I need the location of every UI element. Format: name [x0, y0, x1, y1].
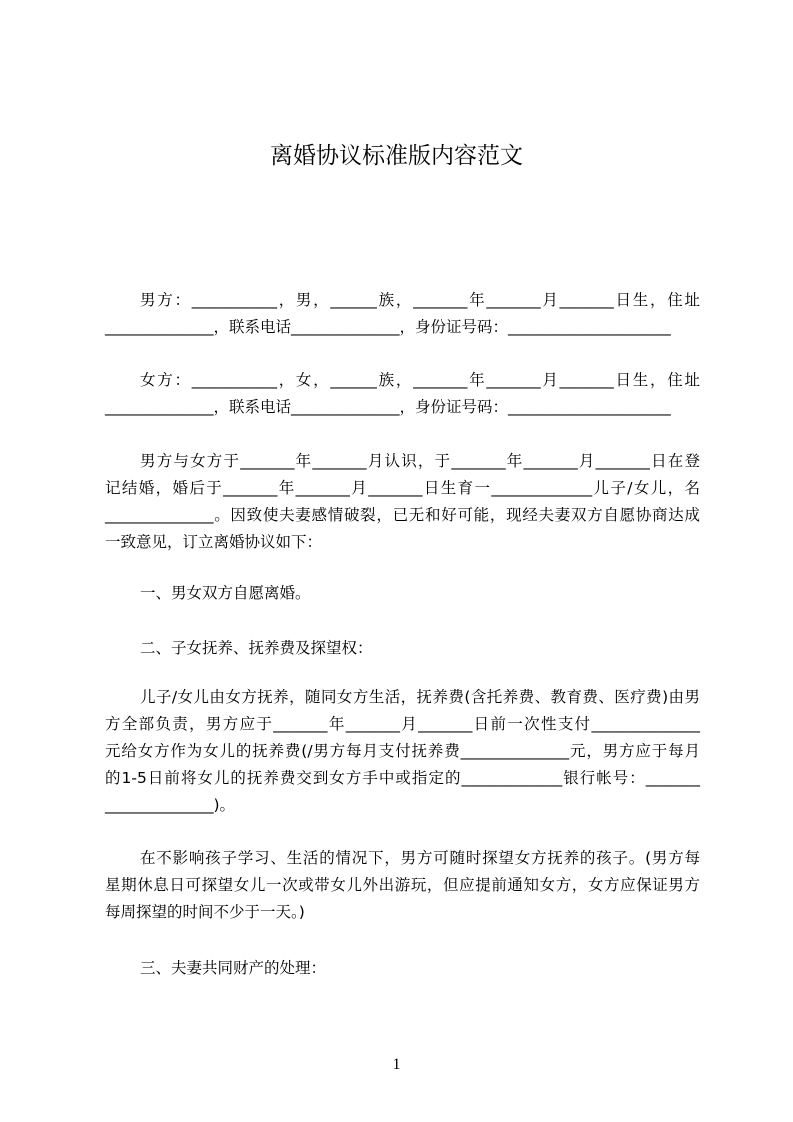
wife-info-line: ______________，联系电话______________，身份证号码：_____________________: [105, 398, 671, 416]
husband-info-line: ______________，联系电话______________，身份证号码：_____________________: [105, 318, 671, 336]
clause-3-paragraph: [105, 955, 700, 982]
visitation-line: 每周探望的时间不少于一天。): [105, 903, 305, 921]
custody-line: 元给女方作为女儿的抚养费(/男方每月支付抚养费______________元，男方应于每月: [105, 742, 700, 760]
clause-2-paragraph: [105, 635, 700, 662]
marriage-background-line: 男方与女方于_______年_______月认识，于_______年_______月_______日在登: [140, 452, 700, 470]
custody-line: 方全部负责，男方应于_______年_______月_______日前一次性支付______________: [105, 715, 700, 733]
custody-line: 的1-5日前将女儿的抚养费交到女方手中或指定的_____________银行帐号：_______: [105, 769, 700, 787]
marriage-background-line: 一致意见，订立离婚协议如下：: [105, 533, 323, 551]
custody-paragraph: [105, 684, 700, 819]
marriage-background-line: ______________。因致使夫妻感情破裂，已无和好可能，现经夫妻双方自愿协商达成: [105, 506, 700, 524]
husband-info-line: 男方：___________，男，______族，_______年_______月_______日生，住址: [140, 291, 700, 309]
wife-info-line: 女方：___________，女，______族，_______年_______月_______日生，住址: [140, 371, 700, 389]
visitation-paragraph: [105, 845, 700, 926]
marriage-background-line: 记结婚，婚后于_______年_______月_______日生育一_____________儿子/女儿，名: [105, 479, 700, 497]
marriage-background-paragraph: [105, 448, 700, 556]
clause-2-heading: 二、子女抚养、抚养费及探望权：: [140, 639, 373, 657]
husband-info-paragraph: [105, 287, 700, 341]
visitation-line: 星期休息日可探望女儿一次或带女儿外出游玩，但应提前通知女方，女方应保证男方: [105, 876, 700, 894]
page-number: 1: [392, 1056, 401, 1073]
clause-1-paragraph: [105, 580, 700, 607]
wife-info-paragraph: [105, 367, 700, 421]
document-title: 离婚协议标准版内容范文: [270, 143, 523, 169]
custody-line: ______________)。: [105, 796, 236, 814]
clause-3-heading: 三、夫妻共同财产的处理：: [140, 959, 327, 977]
custody-line: 儿子/女儿由女方抚养，随同女方生活，抚养费(含托养费、教育费、医疗费)由男: [140, 688, 700, 706]
visitation-line: 在不影响孩子学习、生活的情况下，男方可随时探望女方抚养的孩子。(男方每: [140, 849, 700, 867]
clause-1-heading: 一、男女双方自愿离婚。: [140, 584, 311, 602]
